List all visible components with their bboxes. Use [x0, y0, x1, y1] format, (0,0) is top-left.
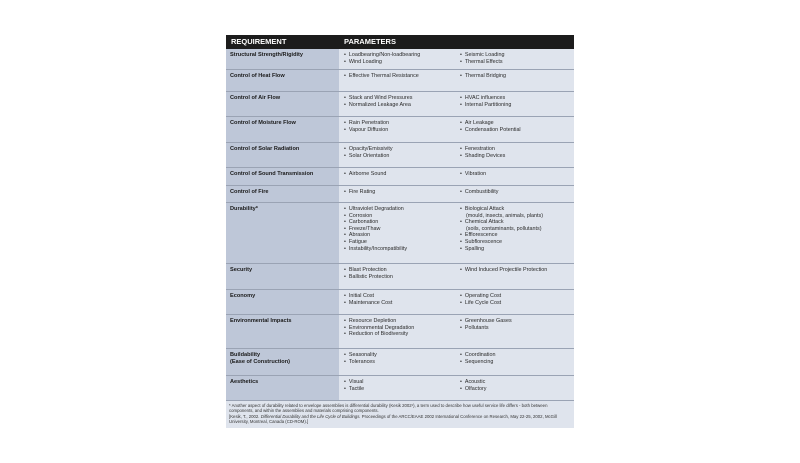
parameter-column — [460, 120, 573, 142]
table-row — [226, 143, 574, 168]
parameter-column — [344, 293, 460, 314]
parameter-item: • Biological Attack — [460, 206, 573, 213]
footnote-text: * Another aspect of durability related to envelope assemblies is differential durability (Kesik 2002¹), a term used to describe how useful service life differs - both between components, and within the assemblies and materials comprising components. — [229, 403, 548, 414]
parameter-item: • Shading Devices — [460, 153, 573, 160]
table-row — [226, 186, 574, 203]
parameter-item: • Seasonality — [344, 352, 460, 359]
parameter-item: • HVAC influences — [460, 95, 573, 102]
requirement-label: Aesthetics — [230, 379, 259, 385]
parameter-column — [344, 171, 460, 185]
parameter-item: • Vibration — [460, 171, 573, 178]
parameters-cell — [339, 264, 574, 289]
requirement-label: Control of Moisture Flow — [230, 120, 296, 126]
parameter-item: • Thermal Bridging — [460, 73, 573, 80]
citation-author: [Kesik, T., 2002. — [229, 413, 260, 419]
requirement-label: Structural Strength/Rigidity — [230, 52, 304, 58]
table-row — [226, 203, 574, 264]
requirement-cell — [226, 92, 339, 116]
parameter-item: • Internal Partitioning — [460, 102, 573, 109]
parameter-column — [344, 267, 460, 289]
parameter-column — [460, 352, 573, 375]
parameter-item: • Combustibility — [460, 189, 573, 196]
parameter-item: • Visual — [344, 379, 460, 386]
parameter-item: • Operating Cost — [460, 293, 573, 300]
requirement-cell — [226, 143, 339, 167]
footnote-citation — [229, 414, 570, 425]
parameter-item: • Fire Rating — [344, 189, 460, 196]
requirement-cell — [226, 49, 339, 69]
table-row — [226, 264, 574, 290]
header-requirement: REQUIREMENT — [231, 37, 287, 46]
requirement-label: Economy — [230, 293, 256, 299]
parameter-item: • Tactile — [344, 386, 460, 393]
parameter-item: • Condensation Potential — [460, 127, 573, 134]
requirement-cell — [226, 203, 339, 263]
table-row — [226, 290, 574, 315]
parameter-item: • Environmental Degradation — [344, 325, 460, 332]
requirements-table — [226, 35, 574, 428]
requirement-label: Security — [230, 267, 253, 273]
parameter-item: • Maintenance Cost — [344, 300, 460, 307]
parameter-column — [344, 73, 460, 91]
parameter-column — [344, 120, 460, 142]
table-row — [226, 168, 574, 186]
parameter-item: • Reduction of Biodiversity — [344, 331, 460, 338]
parameter-item: • Stack and Wind Pressures — [344, 95, 460, 102]
parameter-item: • Ultraviolet Degradation — [344, 206, 460, 213]
parameters-cell — [339, 290, 574, 314]
parameter-column — [344, 189, 460, 202]
parameter-item: • Seismic Loading — [460, 52, 573, 59]
table-body — [226, 49, 574, 401]
parameter-item: • Air Leakage — [460, 120, 573, 127]
requirement-cell — [226, 290, 339, 314]
parameter-item: • Solar Orientation — [344, 153, 460, 160]
requirement-cell — [226, 70, 339, 91]
parameter-column — [344, 52, 460, 69]
parameter-column — [344, 206, 460, 263]
parameter-column — [344, 379, 460, 400]
parameter-item: • Efflorescence — [460, 232, 573, 239]
parameter-item: • Opacity/Emissivity — [344, 146, 460, 153]
parameters-cell — [339, 315, 574, 348]
parameter-column — [344, 95, 460, 116]
parameter-column — [460, 206, 573, 263]
table-header — [226, 35, 574, 49]
parameter-column — [460, 379, 573, 400]
parameters-cell — [339, 70, 574, 91]
requirement-cell — [226, 315, 339, 348]
parameter-item: • Corrosion — [344, 213, 460, 220]
requirement-cell — [226, 264, 339, 289]
parameter-item: • Freeze/Thaw — [344, 226, 460, 233]
parameter-item: • Ballistic Protection — [344, 274, 460, 281]
parameters-cell — [339, 349, 574, 375]
parameter-item: • Instability/Incompatibility — [344, 246, 460, 253]
table-row — [226, 49, 574, 70]
parameter-item: • Normalized Leakage Area — [344, 102, 460, 109]
requirement-cell — [226, 349, 339, 375]
requirement-cell — [226, 168, 339, 185]
parameter-item: (soils, contaminants, pollutants) — [466, 225, 542, 232]
parameters-cell — [339, 376, 574, 400]
parameter-column — [460, 95, 573, 116]
requirement-label: Control of Fire — [230, 189, 269, 195]
parameter-item: • Tolerances — [344, 359, 460, 366]
parameter-column — [460, 73, 573, 91]
header-parameters: PARAMETERS — [344, 37, 396, 46]
requirement-label: Buildability — [230, 352, 261, 358]
parameter-item: • Pollutants — [460, 325, 573, 332]
requirement-label: Control of Sound Transmission — [230, 171, 314, 177]
parameters-cell — [339, 186, 574, 202]
parameter-item: • Loadbearing/Non-loadbearing — [344, 52, 460, 59]
table-row — [226, 92, 574, 117]
parameter-column — [460, 52, 573, 69]
parameter-item: • Effective Thermal Resistance — [344, 73, 460, 80]
parameter-item: • Resource Depletion — [344, 318, 460, 325]
table-row — [226, 349, 574, 376]
parameter-item: • Initial Cost — [344, 293, 460, 300]
parameter-item: • Fenestration — [460, 146, 573, 153]
parameter-column — [460, 146, 573, 167]
parameter-item: • Abrasion — [344, 232, 460, 239]
parameter-column — [460, 318, 573, 348]
parameters-cell — [339, 168, 574, 185]
parameter-item: (mould, insects, animals, plants) — [466, 212, 543, 219]
citation-source: Proceedings of the ARCC/EAAE 2002 International Conference on Research, May 22-25, 2002, McGill University, Montreal, Canada (CD-ROM).] — [229, 413, 557, 425]
requirement-label: Control of Solar Radiation — [230, 146, 300, 152]
requirement-label: Control of Heat Flow — [230, 73, 285, 79]
parameters-cell — [339, 117, 574, 142]
parameter-column — [344, 352, 460, 375]
requirement-label: Environmental Impacts — [230, 318, 292, 324]
parameter-item: • Vapour Diffusion — [344, 127, 460, 134]
parameter-column — [344, 146, 460, 167]
parameter-item: • Coordination — [460, 352, 573, 359]
parameter-item: • Airborne Sound — [344, 171, 460, 178]
parameter-item: • Carbonation — [344, 219, 460, 226]
parameter-item: • Subflorescence — [460, 239, 573, 246]
parameters-cell — [339, 92, 574, 116]
parameter-column — [460, 189, 573, 202]
requirement-cell — [226, 117, 339, 142]
requirement-label: Durability* — [230, 206, 258, 212]
parameter-column — [460, 171, 573, 185]
parameter-item: • Wind Loading — [344, 59, 460, 66]
parameters-cell — [339, 49, 574, 69]
parameter-item: • Spalling — [460, 246, 573, 253]
footnote — [226, 401, 574, 428]
table-row — [226, 376, 574, 401]
parameter-item: • Blast Protection — [344, 267, 460, 274]
parameter-item: • Chemical Attack — [460, 219, 573, 226]
parameter-item: • Olfactory — [460, 386, 573, 393]
parameter-item: • Greenhouse Gases — [460, 318, 573, 325]
parameter-column — [460, 267, 573, 289]
requirement-cell — [226, 376, 339, 400]
parameter-item: • Fatigue — [344, 239, 460, 246]
parameter-column — [460, 293, 573, 314]
table-row — [226, 70, 574, 92]
parameter-item: • Life Cycle Cost — [460, 300, 573, 307]
parameter-item: • Rain Penetration — [344, 120, 460, 127]
requirement-cell — [226, 186, 339, 202]
parameter-item: • Sequencing — [460, 359, 573, 366]
table-row — [226, 315, 574, 349]
parameters-cell — [339, 203, 574, 263]
parameter-item: • Acoustic — [460, 379, 573, 386]
requirement-sublabel: (Ease of Construction) — [230, 358, 290, 365]
citation-title: Differential Durability and the Life Cycle of Buildings. — [260, 413, 361, 419]
parameter-item: • Wind Induced Projectile Protection — [460, 267, 573, 274]
requirement-label: Control of Air Flow — [230, 95, 281, 101]
parameters-cell — [339, 143, 574, 167]
table-row — [226, 117, 574, 143]
parameter-item: • Thermal Effects — [460, 59, 573, 66]
parameter-column — [344, 318, 460, 348]
